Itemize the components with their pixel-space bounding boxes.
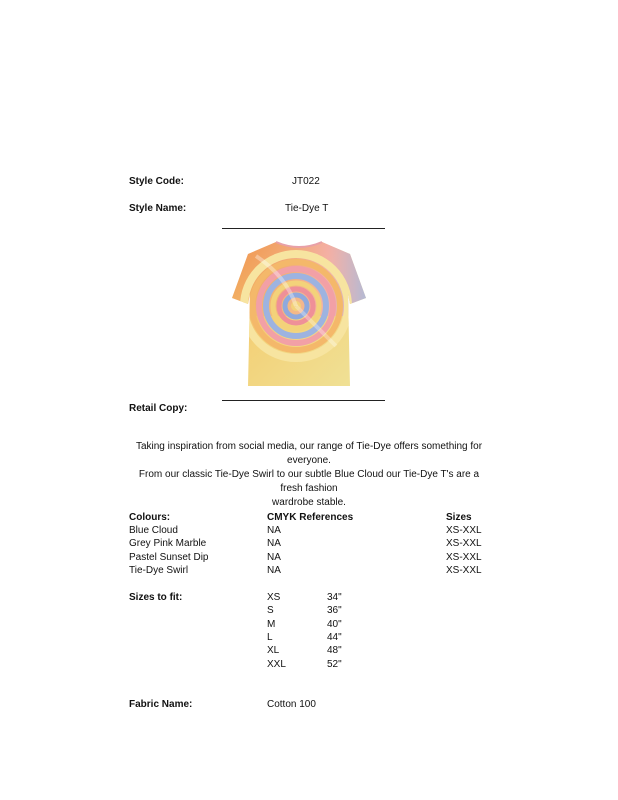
colour-name: Blue Cloud	[129, 525, 178, 536]
fit-chest: 34"	[327, 592, 342, 603]
colours-header: Colours:	[129, 512, 171, 523]
image-top-rule	[222, 228, 385, 229]
fit-chest: 48"	[327, 645, 342, 656]
fit-size: XXL	[267, 659, 286, 670]
retail-copy-line: wardrobe stable.	[272, 497, 346, 508]
retail-copy-text	[128, 440, 490, 510]
fit-chest: 36"	[327, 605, 342, 616]
fabric-name-value: Cotton 100	[267, 699, 316, 710]
fit-chest: 40"	[327, 619, 342, 630]
retail-copy-line: Taking inspiration from social media, our range of Tie-Dye offers something for everyone.	[135, 441, 483, 466]
colour-sizes: XS-XXL	[446, 525, 482, 536]
style-code-label: Style Code:	[129, 176, 185, 187]
fit-size: M	[267, 619, 276, 630]
retail-copy-line: From our classic Tie-Dye Swirl to our subtle Blue Cloud our Tie-Dye T's are a fresh fashion	[138, 469, 480, 494]
fit-size: L	[267, 632, 273, 643]
style-name-value: Tie-Dye T	[285, 203, 329, 214]
style-name-label: Style Name:	[129, 203, 187, 214]
colour-cmyk: NA	[267, 538, 281, 549]
colour-sizes: XS-XXL	[446, 565, 482, 576]
colour-sizes: XS-XXL	[446, 552, 482, 563]
colour-cmyk: NA	[267, 552, 281, 563]
cmyk-header: CMYK References	[267, 512, 354, 523]
tie-dye-tshirt-icon	[226, 236, 372, 388]
colour-sizes: XS-XXL	[446, 538, 482, 549]
fit-size: S	[267, 605, 274, 616]
fit-chest: 52"	[327, 659, 342, 670]
colour-cmyk: NA	[267, 525, 281, 536]
image-bottom-rule	[222, 400, 385, 401]
fit-size: XL	[267, 645, 280, 656]
fit-size: XS	[267, 592, 281, 603]
fit-chest: 44"	[327, 632, 342, 643]
retail-copy-label: Retail Copy:	[129, 403, 188, 414]
sizes-header: Sizes	[446, 512, 472, 523]
style-code-value: JT022	[292, 176, 320, 187]
colour-name: Tie-Dye Swirl	[129, 565, 189, 576]
colour-cmyk: NA	[267, 565, 281, 576]
sizes-to-fit-label: Sizes to fit:	[129, 592, 183, 603]
fabric-name-label: Fabric Name:	[129, 699, 193, 710]
colour-name: Pastel Sunset Dip	[129, 552, 209, 563]
colour-name: Grey Pink Marble	[129, 538, 207, 549]
